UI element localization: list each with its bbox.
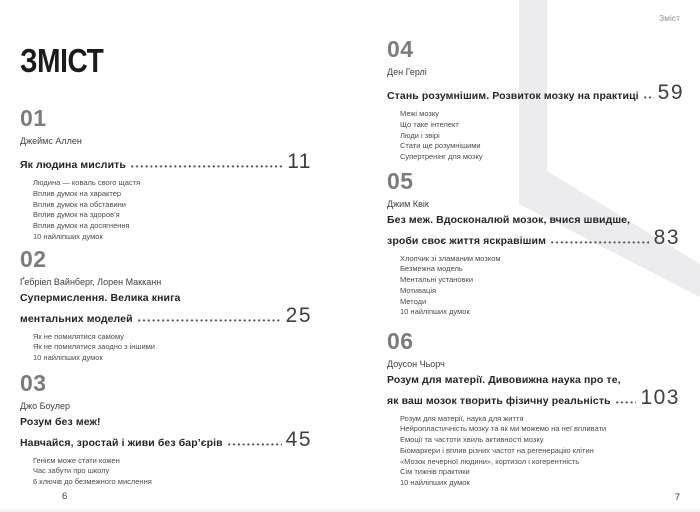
chapter-subsections xyxy=(20,332,312,364)
chapter-page-number: 83 xyxy=(653,225,680,249)
chapter-number: 05 xyxy=(387,168,414,194)
subsection: 10 найліпших думок xyxy=(400,478,470,488)
chapter-title-line1: Супермислення. Велика книга xyxy=(20,292,181,304)
right-page xyxy=(387,0,685,512)
subsection: Ментальні установки xyxy=(400,275,474,285)
chapter-title-line2: Навчайся, зростай і живи без бар’єрів xyxy=(20,436,223,449)
toc-entry-01 xyxy=(20,105,312,243)
chapter-title: Стань розумнішим. Розвиток мозку на практиці xyxy=(387,90,639,102)
chapter-number: 02 xyxy=(20,246,47,272)
chapter-title-line2: ментальних моделей xyxy=(20,312,133,325)
subsection: Люди і звірі xyxy=(400,130,440,140)
chapter-title: Як людина мислить xyxy=(20,159,126,171)
chapter-title-row xyxy=(387,227,680,248)
chapter-page-number: 59 xyxy=(657,81,685,104)
toc-entry-06 xyxy=(387,328,680,489)
subsection: Вплив думок на здоров’я xyxy=(33,210,120,220)
chapter-author: Джо Боулер xyxy=(20,401,70,411)
chapter-page-number: 45 xyxy=(285,427,312,451)
chapter-title-line2: зроби своє життя яскравішим xyxy=(387,234,546,247)
chapter-page-number: 103 xyxy=(640,385,680,409)
chapter-title-row xyxy=(20,305,312,326)
toc-entry-02 xyxy=(20,246,312,364)
subsection: 10 найліпших думок xyxy=(33,231,103,241)
subsection: Хлопчик зі зламаним мозком xyxy=(400,253,501,263)
chapter-title-line1: Розум без меж! xyxy=(20,416,101,428)
subsection: Нейропластичність мозку та як ми можемо на неї впливати xyxy=(400,424,607,434)
chapter-author: Ґебріел Вайнберг, Лорен Макканн xyxy=(20,277,162,287)
subsection: Супертренінг для мозку xyxy=(400,152,483,162)
subsection: Як не помилятися самому xyxy=(33,331,124,341)
chapter-author: Доусон Чьорч xyxy=(387,359,445,369)
chapter-subsections xyxy=(20,456,312,488)
chapter-subsections xyxy=(387,414,680,490)
page-bottom-shadow xyxy=(0,508,700,512)
dot-leader xyxy=(644,82,654,103)
left-folio: 6 xyxy=(62,491,68,502)
subsection: 6 ключів до безмежного мислення xyxy=(33,477,152,487)
chapter-number: 03 xyxy=(20,370,47,396)
subsection: Мотивація xyxy=(400,285,437,295)
chapter-page-number: 11 xyxy=(287,150,312,173)
subsection: Людина — коваль свого щастя xyxy=(33,178,141,187)
chapter-author: Джеймс Аллен xyxy=(20,136,82,146)
page-title: ЗМІСТ xyxy=(20,42,104,79)
subsection: Сім тижнів практики xyxy=(400,467,470,477)
dot-leader xyxy=(228,429,282,450)
chapter-title-row xyxy=(20,429,312,450)
subsection: Вплив думок на досягнення xyxy=(33,221,130,231)
subsection: Час забути про школу xyxy=(33,466,110,476)
dot-leader xyxy=(131,151,283,172)
chapter-title-line1: Без меж. Вдосконалюй мозок, вчися швидше, xyxy=(387,214,631,226)
chapter-subsections xyxy=(20,178,312,243)
chapter-subsections xyxy=(387,109,680,163)
subsection: Вплив думок на характер xyxy=(33,188,122,198)
subsection: Генієм може стати кожен xyxy=(33,455,120,465)
chapter-number: 04 xyxy=(387,36,414,62)
dot-leader xyxy=(551,227,650,248)
chapter-number: 06 xyxy=(387,328,414,354)
subsection: Що таке інтелект xyxy=(400,119,459,129)
subsection: «Мозок печерної людини», кортизол і когерентність xyxy=(400,456,580,466)
toc-entry-03 xyxy=(20,370,312,488)
chapter-subsections xyxy=(387,254,680,319)
running-header: Зміст xyxy=(658,13,680,23)
toc-entry-04 xyxy=(387,36,685,163)
chapter-author: Ден Герлі xyxy=(387,67,427,77)
chapter-title-line2: як ваш мозок творить фізичну реальність xyxy=(387,394,611,407)
chapter-page-number: 25 xyxy=(285,303,312,327)
subsection: Біомаркери і вплив різних частот на регенерацію клітин xyxy=(400,445,594,455)
chapter-title-row xyxy=(387,81,685,104)
chapter-number: 01 xyxy=(20,105,47,131)
subsection: 10 найліпших думок xyxy=(33,353,103,363)
chapter-title-line1: Розум для матерії. Дивовижна наука про те, xyxy=(387,374,621,386)
subsection: Межі мозку xyxy=(400,109,439,118)
chapter-title-row xyxy=(20,151,312,172)
chapter-author: Джим Квік xyxy=(387,199,429,209)
subsection: Стати ще розумнішими xyxy=(400,141,481,151)
dot-leader xyxy=(138,305,282,326)
subsection: Безмежна модель xyxy=(400,264,463,274)
subsection: Вплив думок на обставини xyxy=(33,199,126,209)
subsection: Методи xyxy=(400,296,427,306)
toc-entry-05 xyxy=(387,168,680,318)
subsection: Розум для матерії, наука для життя xyxy=(400,413,524,423)
subsection: Як не помилятися заодно з іншими xyxy=(33,342,155,352)
subsection: 10 найліпших думок xyxy=(400,307,470,317)
right-folio: 7 xyxy=(674,492,680,503)
subsection: Емоції та частоти хвиль активності мозку xyxy=(400,435,544,445)
chapter-title-row xyxy=(387,387,680,408)
dot-leader xyxy=(616,387,637,408)
left-page xyxy=(20,0,312,512)
